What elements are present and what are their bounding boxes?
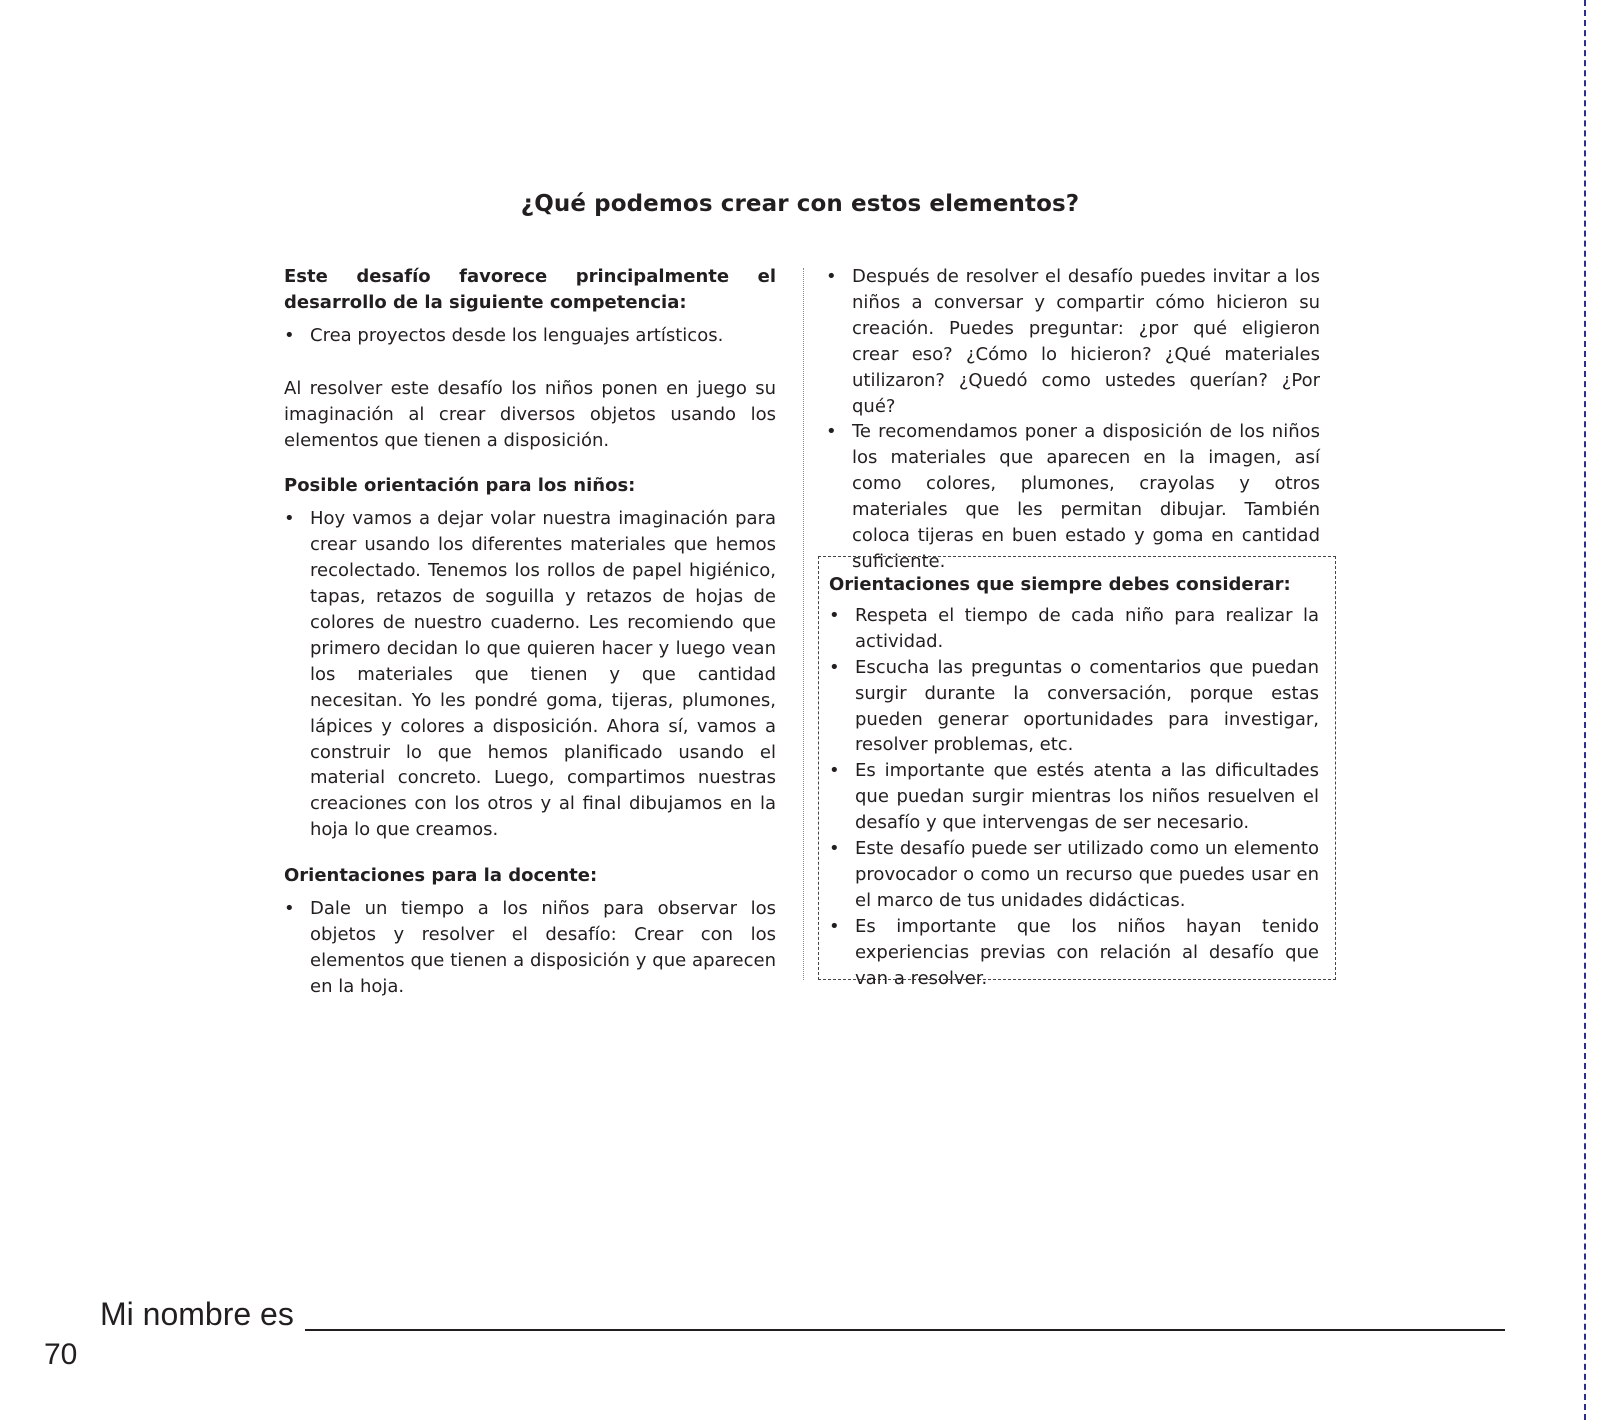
- list-item: • Crea proyectos desde los lenguajes artísticos.: [284, 323, 776, 349]
- intro-paragraph: Al resolver este desafío los niños ponen en juego su imaginación al crear diversos objetos usando los elementos que tienen a disposición.: [284, 377, 776, 451]
- name-label: Mi nombre es: [100, 1296, 294, 1332]
- left-column: [284, 264, 776, 1000]
- competency-list: [284, 323, 776, 349]
- column-divider: [803, 268, 804, 980]
- page-title: ¿Qué podemos crear con estos elementos?: [520, 191, 1080, 218]
- bullet-icon: •: [829, 838, 840, 860]
- list-item: • Es importante que estés atenta a las dificultades que puedan surgir mientras los niños resuelven el desafío y que intervengas de ser necesario.: [829, 760, 1319, 834]
- list-item: • Hoy vamos a dejar volar nuestra imaginación para crear usando los diferentes materiales que hemos recolectado. Tenemos los rollos de papel higiénico, tapas, retazos de soguilla y retazos de hojas de colores de nuestro cuaderno. Les recomiendo que primero decidan lo que quieren hacer y luego vean los materiales que tienen y que cantidad necesitan. Yo les pondré goma, tijeras, plumones, lápices y colores a disposición. Ahora sí, vamos a construir lo que hemos planificado usando el material concreto. Luego, compartimos nuestras creaciones con los otros y al final dibujamos en la hoja lo que creamos.: [284, 508, 776, 841]
- list-item: • Escucha las preguntas o comentarios que puedan surgir durante la conversación, porque estas pueden generar oportunidades para investigar, resolver problemas, etc.: [829, 656, 1319, 756]
- considerations-heading: Orientaciones que siempre debes considerar:: [829, 574, 1291, 595]
- bullet-icon: •: [284, 508, 295, 530]
- teacher-guidance-list: [284, 896, 776, 1000]
- competency-heading: Este desafío favorece principalmente el desarrollo de la siguiente competencia:: [284, 266, 776, 313]
- children-guidance-heading: Posible orientación para los niños:: [284, 475, 636, 497]
- considerations-box: [818, 556, 1336, 989]
- list-item: • Después de resolver el desafío puedes invitar a los niños a conversar y compartir cómo hicieron su creación. Puedes preguntar: ¿por qué eligieron crear eso? ¿Cómo lo hicieron? ¿Qué materiales utilizaron? ¿Quedó como ustedes querían? ¿Por qué?: [826, 266, 1320, 417]
- bullet-icon: •: [284, 324, 295, 346]
- list-item: • Este desafío puede ser utilizado como un elemento provocador o como un recurso que puedes usar en el marco de tus unidades didácticas.: [829, 838, 1319, 911]
- bullet-icon: •: [829, 760, 840, 782]
- bullet-icon: •: [284, 898, 295, 920]
- right-column: [826, 264, 1320, 575]
- teacher-guidance-heading: Orientaciones para la docente:: [284, 865, 598, 887]
- bullet-icon: •: [829, 656, 840, 678]
- bullet-icon: •: [829, 604, 840, 626]
- considerations-list: [829, 603, 1319, 992]
- bullet-icon: •: [829, 915, 840, 937]
- list-item: • Te recomendamos poner a disposición de los niños los materiales que aparecen en la imagen, así como colores, plumones, crayolas y otros materiales que les permitan dibujar. También coloca tijeras en buen estado y goma en cantidad suficiente.: [826, 421, 1320, 572]
- list-item: • Dale un tiempo a los niños para observar los objetos y resolver el desafío: Crear con los elementos que tienen a disposición y que aparecen en la hoja.: [284, 898, 776, 997]
- children-guidance-list: [284, 506, 776, 843]
- list-item: • Es importante que los niños hayan tenido experiencias previas con relación al desafío que van a resolver.: [829, 915, 1319, 989]
- list-item: • Respeta el tiempo de cada niño para realizar la actividad.: [829, 604, 1319, 652]
- teacher-guidance-list-continued: [826, 264, 1320, 575]
- name-write-line[interactable]: [305, 1329, 1505, 1331]
- page-number: 70: [44, 1338, 78, 1371]
- bullet-icon: •: [826, 421, 837, 443]
- bullet-icon: •: [826, 266, 837, 287]
